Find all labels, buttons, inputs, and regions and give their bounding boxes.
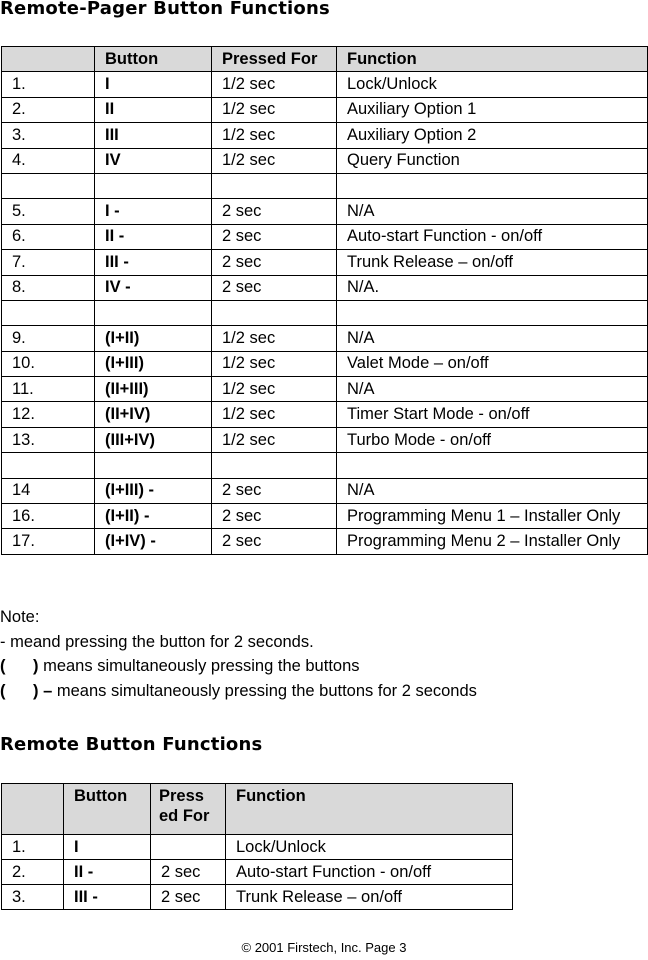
row-function: Query Function <box>337 148 648 173</box>
table-row <box>2 529 648 554</box>
row-number <box>2 300 95 325</box>
row-pressed-for: 1/2 sec <box>212 72 337 97</box>
table-row <box>2 453 648 478</box>
row-pressed-for: 2 sec <box>212 199 337 224</box>
table-row <box>2 224 648 249</box>
table-row <box>2 402 648 427</box>
table-row <box>2 250 648 275</box>
row-number: 13. <box>2 427 95 452</box>
row-number: 11. <box>2 377 95 402</box>
row-pressed-for <box>151 835 226 860</box>
row-button: I - <box>95 199 212 224</box>
row-function: N/A <box>337 478 648 503</box>
remote-button-functions-table <box>1 783 513 910</box>
remote-pager-functions-table <box>1 46 648 555</box>
table-row <box>2 148 648 173</box>
row-function: Lock/Unlock <box>337 72 648 97</box>
row-button: (II+III) <box>95 377 212 402</box>
table-row <box>2 123 648 148</box>
header-number <box>2 784 64 835</box>
header-pressed-for: Press ed For <box>151 784 226 835</box>
note-text: means simultaneously pressing the buttons for 2 seconds <box>52 681 477 700</box>
table-row <box>2 275 648 300</box>
row-pressed-for: 1/2 sec <box>212 377 337 402</box>
row-pressed-for: 1/2 sec <box>212 402 337 427</box>
row-pressed-for: 2 sec <box>212 504 337 529</box>
table-row <box>2 478 648 503</box>
row-pressed-for: 1/2 sec <box>212 427 337 452</box>
row-pressed-for <box>212 173 337 198</box>
row-button: IV <box>95 148 212 173</box>
row-number: 6. <box>2 224 95 249</box>
row-function: Programming Menu 1 – Installer Only <box>337 504 648 529</box>
row-button: III - <box>95 250 212 275</box>
row-function: Auxiliary Option 1 <box>337 97 648 122</box>
row-pressed-for: 1/2 sec <box>212 326 337 351</box>
row-button: III - <box>64 885 151 910</box>
header-button: Button <box>64 784 151 835</box>
row-function <box>337 300 648 325</box>
row-button: III <box>95 123 212 148</box>
row-button: (II+IV) <box>95 402 212 427</box>
row-function: Trunk Release – on/off <box>337 250 648 275</box>
row-button: (I+II) <box>95 326 212 351</box>
row-function: Auto-start Function - on/off <box>226 860 513 885</box>
row-function: Valet Mode – on/off <box>337 351 648 376</box>
row-function: Programming Menu 2 – Installer Only <box>337 529 648 554</box>
row-pressed-for <box>212 300 337 325</box>
row-number: 9. <box>2 326 95 351</box>
row-number: 5. <box>2 199 95 224</box>
table-body <box>2 835 513 910</box>
row-button: II - <box>95 224 212 249</box>
row-function: Lock/Unlock <box>226 835 513 860</box>
row-number: 16. <box>2 504 95 529</box>
row-function: Turbo Mode - on/off <box>337 427 648 452</box>
note-line <box>0 654 477 679</box>
row-number: 2. <box>2 97 95 122</box>
row-number: 2. <box>2 860 64 885</box>
section-title-remote-pager: Remote-Pager Button Functions <box>0 0 330 19</box>
row-pressed-for: 2 sec <box>212 224 337 249</box>
row-number: 3. <box>2 885 64 910</box>
row-button: II <box>95 97 212 122</box>
row-pressed-for: 2 sec <box>212 529 337 554</box>
table-row <box>2 300 648 325</box>
table-row <box>2 885 513 910</box>
note-line: - meand pressing the button for 2 seconds. <box>0 632 314 651</box>
row-pressed-for: 2 sec <box>212 250 337 275</box>
row-function: N/A <box>337 326 648 351</box>
row-pressed-for <box>212 453 337 478</box>
table-row <box>2 173 648 198</box>
section-title-remote-button: Remote Button Functions <box>0 734 263 755</box>
row-pressed-for: 1/2 sec <box>212 97 337 122</box>
table-row <box>2 377 648 402</box>
table-body <box>2 72 648 554</box>
row-function: Timer Start Mode - on/off <box>337 402 648 427</box>
row-number: 8. <box>2 275 95 300</box>
row-button: (I+III) <box>95 351 212 376</box>
table-row <box>2 504 648 529</box>
table-row <box>2 351 648 376</box>
row-button: (I+III) - <box>95 478 212 503</box>
row-function: N/A <box>337 377 648 402</box>
row-button: II - <box>64 860 151 885</box>
header-number <box>2 47 95 72</box>
row-number: 14 <box>2 478 95 503</box>
row-pressed-for: 2 sec <box>151 885 226 910</box>
table-row <box>2 72 648 97</box>
row-number: 10. <box>2 351 95 376</box>
row-function: Trunk Release – on/off <box>226 885 513 910</box>
row-number: 7. <box>2 250 95 275</box>
row-function: Auxiliary Option 2 <box>337 123 648 148</box>
row-function: Auto-start Function - on/off <box>337 224 648 249</box>
row-number: 1. <box>2 72 95 97</box>
row-pressed-for: 2 sec <box>212 275 337 300</box>
notes-block <box>0 605 477 703</box>
row-button: (III+IV) <box>95 427 212 452</box>
table-row <box>2 199 648 224</box>
note-heading: Note: <box>0 608 40 626</box>
note-line <box>0 679 477 704</box>
row-number <box>2 173 95 198</box>
row-number: 3. <box>2 123 95 148</box>
row-number <box>2 453 95 478</box>
row-number: 12. <box>2 402 95 427</box>
table-row <box>2 326 648 351</box>
table-row <box>2 835 513 860</box>
row-button: IV - <box>95 275 212 300</box>
row-function: N/A <box>337 199 648 224</box>
row-button: (I+II) - <box>95 504 212 529</box>
row-button <box>95 300 212 325</box>
row-button: (I+IV) - <box>95 529 212 554</box>
header-pressed-for: Pressed For <box>212 47 337 72</box>
table-row <box>2 860 513 885</box>
note-symbol: ( ) <box>0 657 39 675</box>
table-row <box>2 427 648 452</box>
row-function: N/A. <box>337 275 648 300</box>
page-footer: © 2001 Firstech, Inc. Page 3 <box>241 940 407 955</box>
row-number: 1. <box>2 835 64 860</box>
row-pressed-for: 2 sec <box>212 478 337 503</box>
note-symbol: ( ) – <box>0 681 53 700</box>
header-function: Function <box>226 784 513 835</box>
row-button: I <box>64 835 151 860</box>
header-function: Function <box>337 47 648 72</box>
table-header-row <box>2 784 513 835</box>
header-button: Button <box>95 47 212 72</box>
row-button: I <box>95 72 212 97</box>
row-number: 4. <box>2 148 95 173</box>
note-text: means simultaneously pressing the buttons <box>38 657 360 675</box>
row-pressed-for: 1/2 sec <box>212 123 337 148</box>
row-number: 17. <box>2 529 95 554</box>
table-row <box>2 97 648 122</box>
row-button <box>95 173 212 198</box>
row-pressed-for: 1/2 sec <box>212 351 337 376</box>
table-header-row <box>2 47 648 72</box>
row-pressed-for: 2 sec <box>151 860 226 885</box>
row-function <box>337 173 648 198</box>
row-button <box>95 453 212 478</box>
row-pressed-for: 1/2 sec <box>212 148 337 173</box>
row-function <box>337 453 648 478</box>
